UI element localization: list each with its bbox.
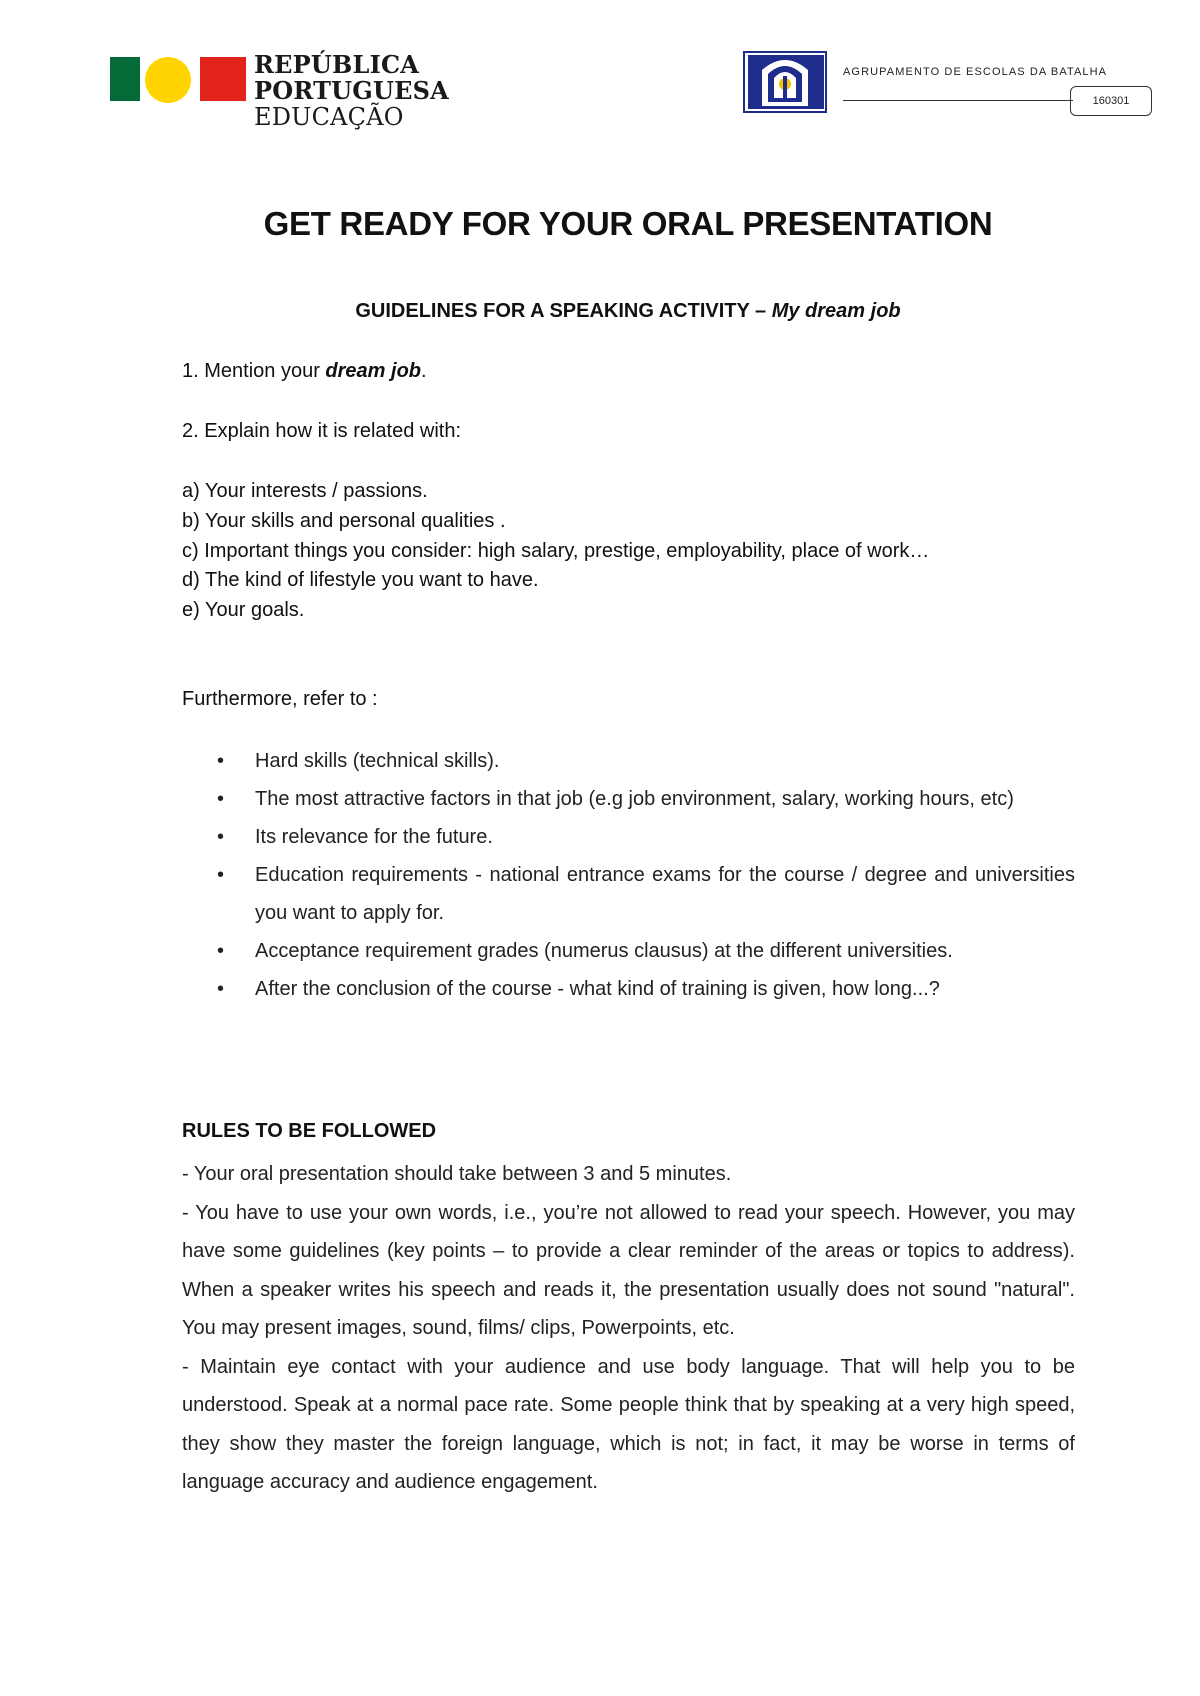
bullet-dot: • [217,826,225,848]
page-subtitle [0,300,1200,323]
list-item-text: Hard skills (technical skills). [255,750,500,772]
subtitle-topic: My dream job [771,300,901,322]
logo-line-1: REPÚBLICA [254,50,420,79]
page-title: GET READY FOR YOUR ORAL PRESENTATION [263,205,993,242]
furthermore-heading: Furthermore, refer to : [182,688,378,710]
republic-logo-text [254,52,449,130]
republica-portuguesa-logo [110,52,450,132]
list-item-text: Its relevance for the future. [255,826,493,848]
school-code-box: 160301 [1070,86,1152,116]
list-item [182,780,1075,818]
list-item-text: After the conclusion of the course - what kind of training is given, how long...? [255,978,940,1000]
school-emblem-icon [742,50,828,114]
guideline-item-2: 2. Explain how it is related with: [182,420,462,442]
rule-paragraph: - Maintain eye contact with your audience and use body language. That will help you to be understood. Speak at a normal pace rate. Some people think that by speaking at a very high speed, they show they master the foreign language, which is not; in fact, it may be worse in terms of language accuracy and audience engagement. [182,1355,1075,1493]
list-item-text: Acceptance requirement grades (numerus clausus) at the different universities. [255,940,953,962]
list-item [182,818,1075,856]
bullet-dot: • [217,940,225,962]
bullet-dot: • [217,788,225,810]
sub-item-c: c) Important things you consider: high salary, prestige, employability, place of work… [182,540,930,562]
sub-item-b: b) Your skills and personal qualities . [182,510,506,532]
item1-prefix: 1. Mention your [182,360,326,382]
bullet-dot: • [217,750,225,772]
flag-red-block [200,57,246,101]
school-name: AGRUPAMENTO DE ESCOLAS DA BATALHA [843,66,1108,78]
item1-emphasis: dream job [325,360,421,382]
list-item [182,970,1075,1008]
bullet-dot: • [217,978,225,1000]
logo-line-3: EDUCAÇÃO [254,103,404,131]
rules-heading: RULES TO BE FOLLOWED [182,1120,437,1142]
list-item [182,856,1075,932]
rule-paragraph: - Your oral presentation should take between 3 and 5 minutes. [182,1163,732,1185]
logo-line-2: PORTUGUESA [254,76,449,105]
refer-to-list [182,742,1075,1008]
rules-section [182,1155,1075,1502]
sub-item-e: e) Your goals. [182,599,305,621]
bullet-dot: • [217,864,225,886]
flag-yellow-circle [145,57,191,103]
flag-green-block [110,57,140,101]
rule-paragraph: - You have to use your own words, i.e., you’re not allowed to read your speech. However, you may have some guidelines (key points – to provide a clear reminder of the areas or topics to address). When a speaker writes his speech and reads it, the presentation usually does not sound "natural". You may present images, sound, films/ clips, Powerpoints, etc. [182,1201,1075,1339]
subtitle-prefix: GUIDELINES FOR A SPEAKING ACTIVITY – [355,300,772,322]
list-item [182,742,1075,780]
sub-item-d: d) The kind of lifestyle you want to have. [182,569,539,591]
list-item-text: The most attractive factors in that job (e.g job environment, salary, working hours, etc) [255,788,1014,810]
school-divider-line [843,100,1073,101]
guideline-item-1 [182,360,427,383]
sub-item-a: a) Your interests / passions. [182,480,428,502]
list-item-text: Education requirements - national entrance exams for the course / degree and universities you want to apply for. [255,864,1075,924]
item1-suffix: . [421,360,427,382]
list-item [182,932,1075,970]
